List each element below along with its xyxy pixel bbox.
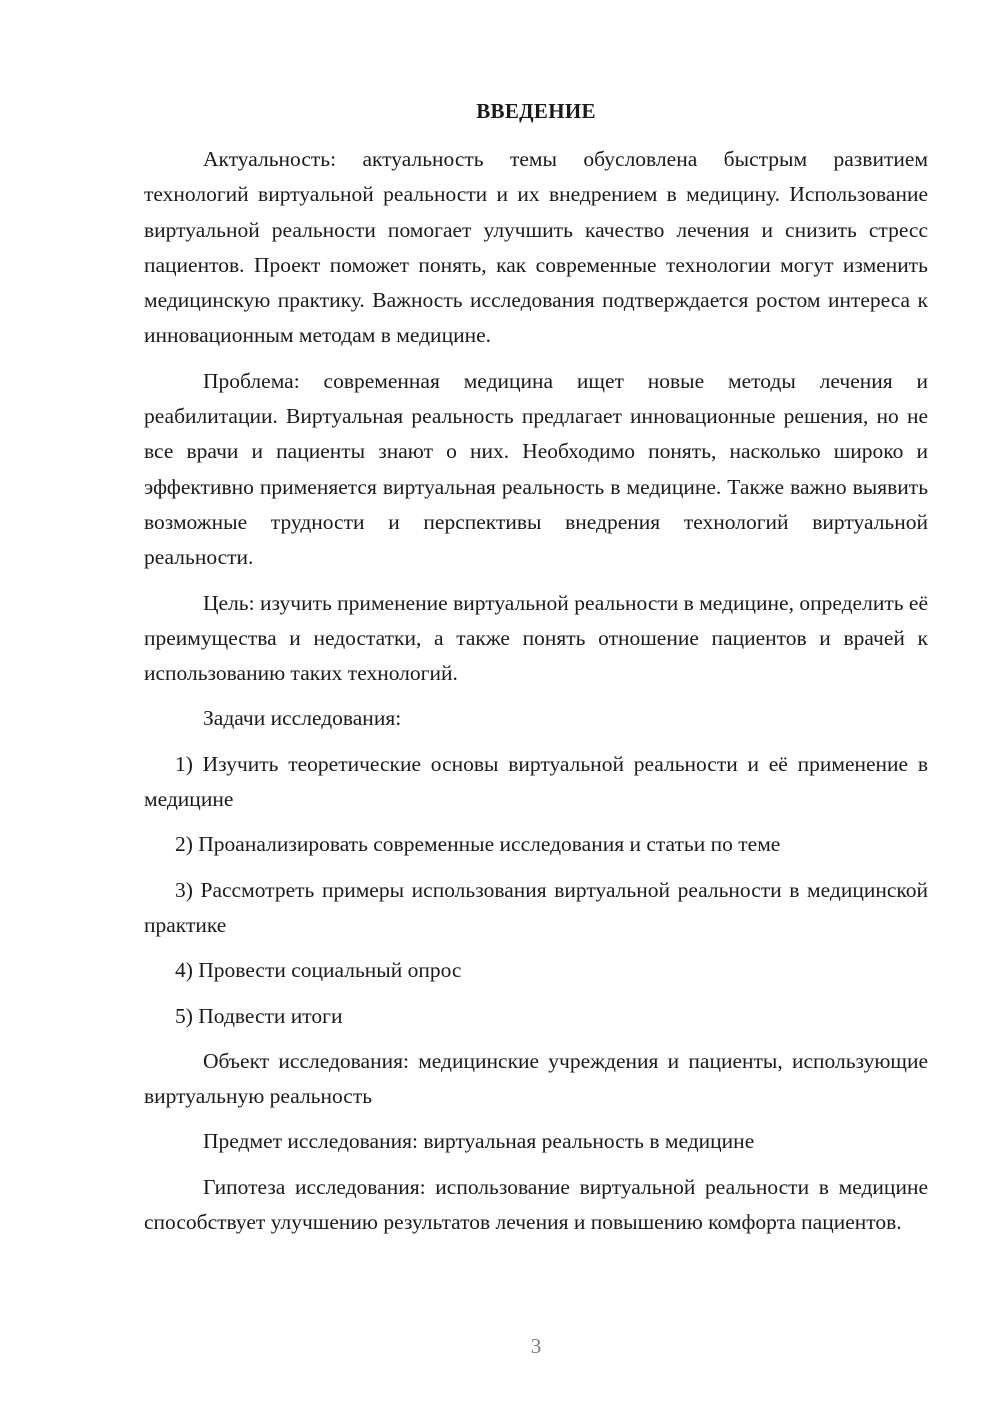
goal-paragraph: Цель: изучить применение виртуальной реальности в медицине, определить её преимущества и недостатки, а также понять отношение пациентов и врачей к использованию таких технологий.: [144, 590, 928, 686]
relevance-paragraph: Актуальность: актуальность темы обусловлена быстрым развитием технологий виртуальной реальности и их внедрением в медицину. Использование виртуальной реальности помогает улучшить качество лечения и снизить стресс пациентов. Проект поможет понять, как современные технологии могут изменить медицинскую практику. Важность исследования подтверждается ростом интереса к инновационным методам в медицине.: [144, 147, 928, 348]
task-item-3: 3) Рассмотреть примеры использования виртуальной реальности в медицинской практике: [144, 877, 928, 937]
subject-paragraph: Предмет исследования: виртуальная реальность в медицине: [203, 1129, 755, 1154]
task-item-2: 2) Проанализировать современные исследования и статьи по теме: [175, 832, 781, 857]
object-paragraph: Объект исследования: медицинские учреждения и пациенты, использующие виртуальную реальность: [144, 1048, 928, 1109]
document-page: [144, 0, 928, 1414]
page-number: 3: [530, 1334, 542, 1358]
task-item-5: 5) Подвести итоги: [175, 1003, 343, 1028]
problem-paragraph: Проблема: современная медицина ищет новые методы лечения и реабилитации. Виртуальная реальность предлагает инновационные решения, но не все врачи и пациенты знают о них. Необходимо понять, насколько широко и эффективно применяется виртуальная реальность в медицине. Также важно выявить возможные трудности и перспективы внедрения технологий виртуальной реальности.: [144, 368, 928, 570]
tasks-heading: Задачи исследования:: [203, 706, 402, 731]
document-body: [144, 142, 928, 1250]
hypothesis-paragraph: Гипотеза исследования: использование виртуальной реальности в медицине способствует улучшению результатов лечения и повышению комфорта пациентов.: [144, 1174, 928, 1235]
task-item-1: 1) Изучить теоретические основы виртуальной реальности и её применение в медицине: [144, 751, 928, 812]
task-item-4: 4) Провести социальный опрос: [175, 958, 462, 983]
section-title: ВВЕДЕНИЕ: [476, 99, 596, 123]
